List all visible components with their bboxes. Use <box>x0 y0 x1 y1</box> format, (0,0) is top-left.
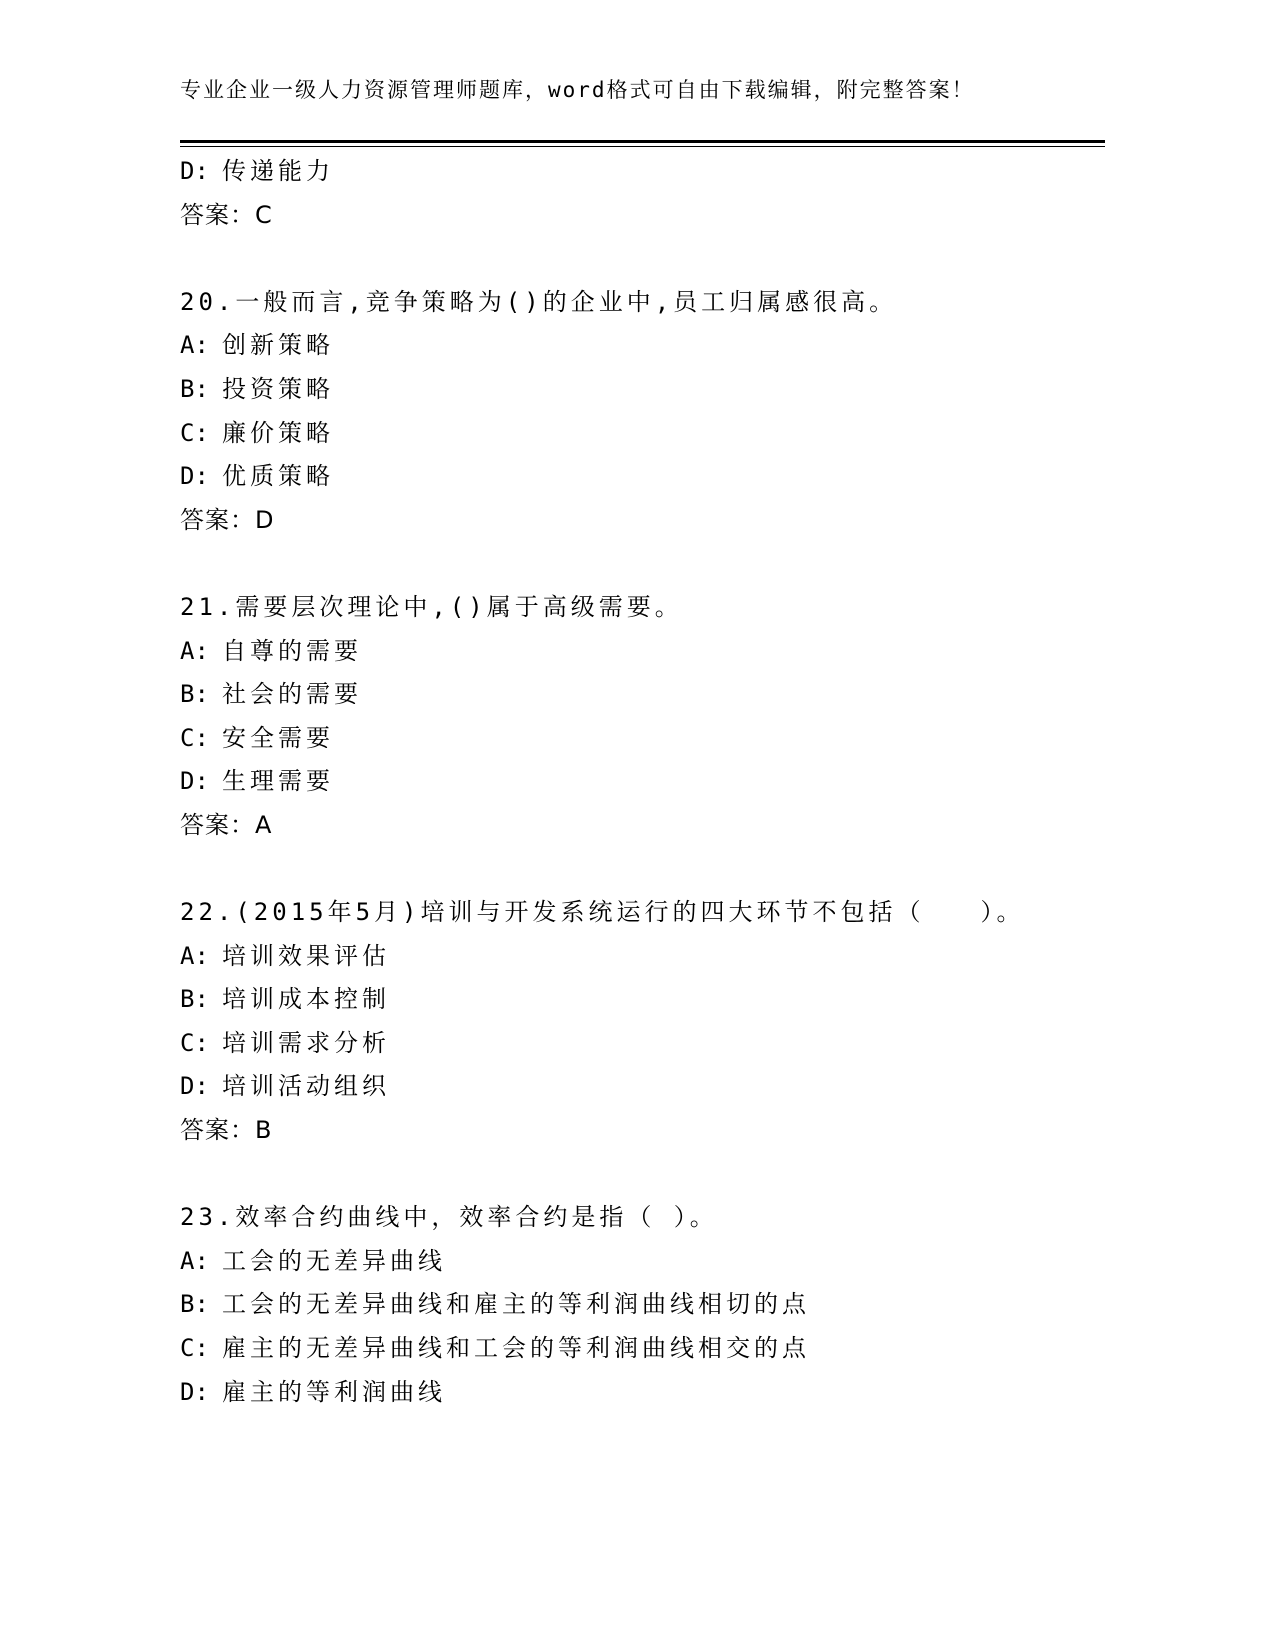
option-row <box>180 1240 1105 1284</box>
option-letter: D: <box>180 462 209 491</box>
option-letter: A: <box>180 941 209 970</box>
spacer <box>180 848 1105 892</box>
option-letter: D: <box>180 1072 209 1101</box>
question-stem: 22.(2015年5月)培训与开发系统运行的四大环节不包括（ ）。 <box>180 898 1025 927</box>
option-text: 传递能力 <box>222 157 334 185</box>
header-rule-thick <box>180 140 1105 143</box>
option-row <box>180 630 1105 674</box>
answer-line: 答案：B <box>180 1116 273 1145</box>
option-row <box>180 324 1105 368</box>
option-text: 雇主的无差异曲线和工会的等利润曲线相交的点 <box>222 1334 810 1363</box>
option-letter: A: <box>180 331 209 360</box>
answer-line: 答案：C <box>180 200 273 229</box>
option-letter: A: <box>180 636 209 665</box>
option-text: 廉价策略 <box>222 418 334 447</box>
question-stem: 20.一般而言,竞争策略为()的企业中,员工归属感很高。 <box>180 287 898 316</box>
option-row <box>180 1327 1105 1371</box>
option-row <box>180 150 1105 194</box>
option-row <box>180 1371 1105 1415</box>
option-text: 安全需要 <box>222 723 334 752</box>
option-letter: C: <box>180 1028 209 1057</box>
header-rule-thin <box>180 146 1105 147</box>
option-letter: A: <box>180 1246 209 1275</box>
option-row <box>180 1065 1105 1109</box>
option-text: 培训活动组织 <box>222 1072 390 1101</box>
answer-line: 答案：A <box>180 810 273 839</box>
option-letter: B: <box>180 680 209 709</box>
question-list <box>180 150 1105 1414</box>
option-text: 培训效果评估 <box>222 941 390 970</box>
spacer <box>180 1153 1105 1197</box>
question-stem: 21.需要层次理论中,()属于高级需要。 <box>180 592 683 621</box>
option-letter: D: <box>180 157 209 185</box>
option-row <box>180 935 1105 979</box>
option-row <box>180 412 1105 456</box>
option-text: 自尊的需要 <box>222 636 362 665</box>
option-row <box>180 717 1105 761</box>
option-letter: C: <box>180 1334 209 1363</box>
option-text: 工会的无差异曲线和雇主的等利润曲线相切的点 <box>222 1290 810 1319</box>
option-letter: B: <box>180 985 209 1014</box>
option-letter: C: <box>180 723 209 752</box>
option-text: 优质策略 <box>222 462 334 491</box>
option-row <box>180 978 1105 1022</box>
option-text: 雇主的等利润曲线 <box>222 1377 446 1406</box>
option-text: 社会的需要 <box>222 680 362 709</box>
option-letter: D: <box>180 1377 209 1406</box>
option-row <box>180 368 1105 412</box>
option-letter: B: <box>180 1290 209 1319</box>
option-text: 培训成本控制 <box>222 985 390 1014</box>
option-letter: C: <box>180 418 209 447</box>
spacer <box>180 237 1105 281</box>
option-text: 创新策略 <box>222 331 334 360</box>
question-stem: 23.效率合约曲线中，效率合约是指（ ）。 <box>180 1203 718 1232</box>
option-letter: D: <box>180 767 209 796</box>
option-text: 生理需要 <box>222 767 334 796</box>
spacer <box>180 542 1105 586</box>
option-row <box>180 760 1105 804</box>
answer-line: 答案：D <box>180 505 275 534</box>
page-header: 专业企业一级人力资源管理师题库，word格式可自由下载编辑，附完整答案！ <box>180 78 975 102</box>
option-row <box>180 1283 1105 1327</box>
option-row <box>180 455 1105 499</box>
option-text: 投资策略 <box>222 374 334 403</box>
option-letter: B: <box>180 374 209 403</box>
option-text: 工会的无差异曲线 <box>222 1246 446 1275</box>
option-text: 培训需求分析 <box>222 1028 390 1057</box>
option-row <box>180 673 1105 717</box>
option-row <box>180 1022 1105 1066</box>
